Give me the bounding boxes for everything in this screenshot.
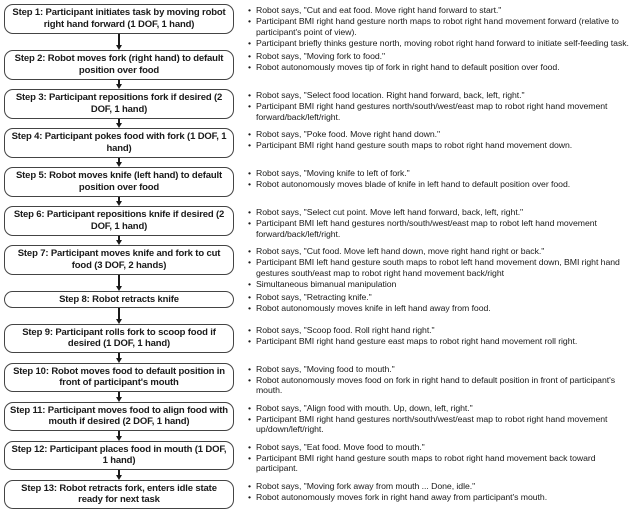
step-4-bullets (246, 128, 636, 167)
down-arrow-icon (116, 236, 122, 245)
flow-column-cell (4, 291, 234, 324)
bullet-item: • Robot says, "Eat food. Move food to mouth." (246, 442, 636, 452)
down-arrow-icon (116, 431, 122, 440)
bullet-item: • Robot says, "Select cut point. Move left hand forward, back, left, right." (246, 207, 636, 217)
step-2-bullets (246, 50, 636, 89)
step-11-box: Step 11: Participant moves food to align food with mouth if desired (2 DOF, 1 hand) (4, 402, 234, 432)
bullet-item: • Robot autonomously moves tip of fork in right hand to default position over food. (246, 62, 636, 72)
step-12-box: Step 12: Participant places food in mouth (1 DOF, 1 hand) (4, 441, 234, 471)
bullet-item: • Robot autonomously moves food on fork in right hand to default position in front of participant's mouth. (246, 375, 636, 396)
step-row-8 (4, 291, 636, 324)
down-arrow-icon (116, 197, 122, 206)
flow-column-cell (4, 89, 234, 128)
step-8-box: Step 8: Robot retracts knife (4, 291, 234, 309)
bullet-item: • Robot says, "Align food with mouth. Up, down, left, right." (246, 403, 636, 413)
bullet-item: • Participant briefly thinks gesture north, moving robot right hand forward to initiate self-feeding task. (246, 38, 636, 48)
down-arrow-icon (116, 119, 122, 128)
bullet-item: • Robot says, "Moving knife to left of fork." (246, 168, 636, 178)
bullet-item: • Participant BMI right hand gesture south maps to robot right hand movement back toward participant. (246, 453, 636, 474)
step-1-bullets (246, 4, 636, 50)
down-arrow-icon (116, 34, 122, 50)
step-6-bullets (246, 206, 636, 245)
step-10-box: Step 10: Robot moves food to default position in front of participant's mouth (4, 363, 234, 393)
flow-column-cell (4, 480, 234, 513)
step-10-bullets (246, 363, 636, 402)
down-arrow-icon (116, 158, 122, 167)
step-5-bullets (246, 167, 636, 206)
step-8-bullets (246, 291, 636, 324)
step-3-bullets (246, 89, 636, 128)
step-row-10 (4, 363, 636, 402)
down-arrow-icon (116, 392, 122, 401)
flow-column-cell (4, 245, 234, 291)
down-arrow-icon (116, 275, 122, 291)
bullet-item: • Robot says, "Retracting knife." (246, 292, 636, 302)
step-9-box: Step 9: Participant rolls fork to scoop food if desired (1 DOF, 1 hand) (4, 324, 234, 354)
bullet-item: • Robot autonomously moves fork in right hand away from participant's mouth. (246, 492, 636, 502)
step-13-box: Step 13: Robot retracts fork, enters idle state ready for next task (4, 480, 234, 510)
step-7-bullets (246, 245, 636, 291)
down-arrow-icon (116, 80, 122, 89)
flow-column-cell (4, 206, 234, 245)
down-arrow-icon (116, 308, 122, 323)
step-1-box: Step 1: Participant initiates task by moving robot right hand forward (1 DOF, 1 hand) (4, 4, 234, 34)
step-row-4 (4, 128, 636, 167)
down-arrow-icon (116, 353, 122, 362)
flow-column-cell (4, 441, 234, 480)
flow-column-cell (4, 324, 234, 363)
step-row-11 (4, 402, 636, 441)
step-5-box: Step 5: Robot moves knife (left hand) to default position over food (4, 167, 234, 197)
bullet-item: • Participant BMI right hand gesture east maps to robot right hand movement roll right. (246, 336, 636, 346)
flow-column-cell (4, 363, 234, 402)
bullet-item: • Robot says, "Select food location. Right hand forward, back, left, right." (246, 90, 636, 100)
step-row-1 (4, 4, 636, 50)
step-row-9 (4, 324, 636, 363)
bullet-item: • Simultaneous bimanual manipulation (246, 279, 636, 289)
step-12-bullets (246, 441, 636, 480)
down-arrow-icon (116, 470, 122, 479)
bullet-item: • Participant BMI right hand gesture north maps to robot right hand movement forward (relative to participant's point of view). (246, 16, 636, 37)
step-row-5 (4, 167, 636, 206)
flow-column-cell (4, 4, 234, 50)
bullet-item: • Participant BMI right hand gestures north/south/west/east map to robot right hand movement forward/back/left/right. (246, 101, 636, 122)
flow-column-cell (4, 402, 234, 441)
flow-column-cell (4, 128, 234, 167)
bullet-item: • Robot says, "Moving fork to food." (246, 51, 636, 61)
bullet-item: • Participant BMI left hand gesture south maps to robot left hand movement down, BMI right hand gestures south/east map to robot right hand movement back/right (246, 257, 636, 278)
step-3-box: Step 3: Participant repositions fork if desired (2 DOF, 1 hand) (4, 89, 234, 119)
bullet-item: • Participant BMI right hand gestures north/south/west/east map to robot right hand movement up/down/left/right. (246, 414, 636, 435)
step-row-12 (4, 441, 636, 480)
bullet-item: • Robot says, "Poke food. Move right hand down." (246, 129, 636, 139)
bullet-item: • Robot says, "Moving fork away from mouth ... Done, idle." (246, 481, 636, 491)
step-13-bullets (246, 480, 636, 513)
step-9-bullets (246, 324, 636, 363)
bullet-item: • Robot says, "Cut food. Move left hand down, move right hand right or back." (246, 246, 636, 256)
bullet-item: • Robot says, "Moving food to mouth." (246, 364, 636, 374)
step-6-box: Step 6: Participant repositions knife if desired (2 DOF, 1 hand) (4, 206, 234, 236)
bullet-item: • Robot autonomously moves knife in left hand away from food. (246, 303, 636, 313)
flow-column-cell (4, 167, 234, 206)
bullet-item: • Participant BMI right hand gesture south maps to robot right hand movement down. (246, 140, 636, 150)
bullet-item: • Robot autonomously moves blade of knife in left hand to default position over food. (246, 179, 636, 189)
flow-column-cell (4, 50, 234, 89)
step-row-7 (4, 245, 636, 291)
step-4-box: Step 4: Participant pokes food with fork (1 DOF, 1 hand) (4, 128, 234, 158)
step-row-6 (4, 206, 636, 245)
step-row-3 (4, 89, 636, 128)
step-row-13 (4, 480, 636, 513)
step-2-box: Step 2: Robot moves fork (right hand) to default position over food (4, 50, 234, 80)
step-row-2 (4, 50, 636, 89)
bullet-item: • Participant BMI left hand gestures north/south/west/east map to robot left hand movement forward/back/left/right. (246, 218, 636, 239)
step-11-bullets (246, 402, 636, 441)
step-7-box: Step 7: Participant moves knife and fork to cut food (3 DOF, 2 hands) (4, 245, 234, 275)
bullet-item: • Robot says, "Scoop food. Roll right hand right." (246, 325, 636, 335)
bullet-item: • Robot says, "Cut and eat food. Move right hand forward to start." (246, 5, 636, 15)
